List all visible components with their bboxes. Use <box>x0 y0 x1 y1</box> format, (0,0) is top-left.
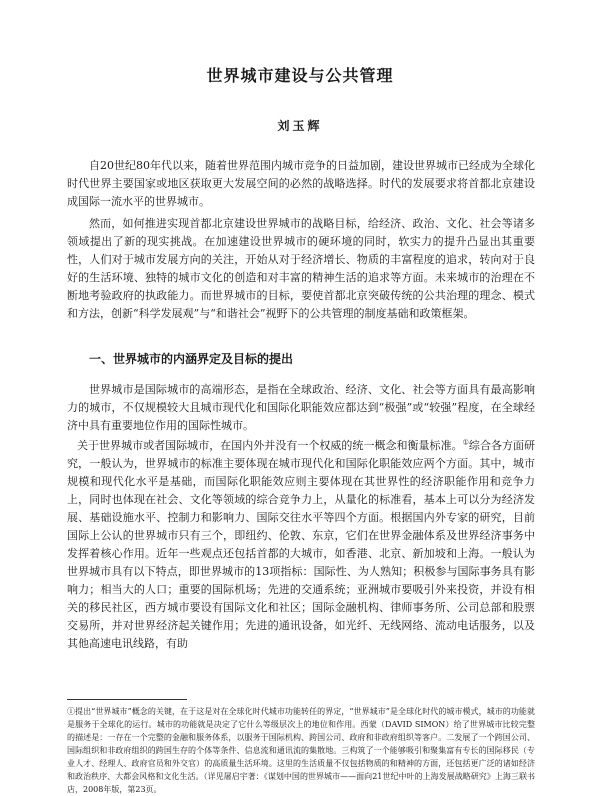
paragraph-text-after-ref: 综合各方面研究，一般认为，世界城市的标准主要体现在城市现代化和国际化职能效应两个方面。其中，城市规模和现代化水平是基础，而国际化职能效应则主要体现在其世界性的经济职能作用和竞争力上，同时也体现在社会、文化等领域的综合竞争力上，从量化的标准看，基本上可以分为经济发展、基础设施水平、控制力和影响力、国际交往水平等四个方面。根据国内外专家的研究，目前国际上公认的世界城市只有三个，即纽约、伦敦、东京，它们在世界金融体系及世界经济事务中发挥着核心作用。近年一些观点还包括首都的大城市，如香港、北京、新加坡和上海。一般认为世界城市具有以下特点，即世界城市的13项指标：国际性、为人熟知；积极参与国际事务具有影响力；相当大的人口；重要的国际机场；先进的交通系统；亚洲城市要吸引外来投资，并设有相关的移民社区，西方城市要设有国际文化和社区；国际金融机构、律师事务所、公司总部和股票交易所，并对世界经济起关键作用；先进的通讯设备，如光纤、无线网络、流动电话服务，以及其他高速电讯线路，有助 <box>67 439 536 650</box>
footnote-reference[interactable]: ① <box>462 438 469 447</box>
section-paragraph-1: 世界城市是国际城市的高端形态，是指在全球政治、经济、文化、社会等方面具有最高影响力的城市，不仅规模较大且城市现代化和国际化职能效应都达到“极强”或“较强”程度，在全球经济中具有重要地位作用的国际性城市。 <box>67 383 535 432</box>
intro-paragraph-2: 然而，如何推进实现首都北京建设世界城市的战略目标，给经济、政治、文化、社会等诸多领域提出了新的现实挑战。在加速建设世界城市的硬环境的同时，软实力的提升凸显出其重要性，人们对于城市发展方向的关注，开始从对于经济增长、物质的丰富程度的追求，转向对于良好的生活环境、独特的城市文化的创造和对丰富的精神生活的追求等方面。未来城市的治理在不断地考验政府的执政能力。而世界城市的目标，要使首都北京突破传统的公共治理的理念、模式和方法，创新“科学发展观”与“和谐社会”视野下的公共管理的制度基础和政策框架。 <box>67 217 535 320</box>
paragraph-text-before-ref: 关于世界城市或者国际城市，在国内外并没有一个权威的统一概念和衡量标准。 <box>77 439 463 452</box>
section-heading: 一、世界城市的内涵界定及目标的提出 <box>89 352 294 366</box>
author-name: 刘玉辉 <box>277 119 323 133</box>
document-title: 世界城市建设与公共管理 <box>206 66 394 85</box>
section-paragraph-2 <box>67 437 535 653</box>
footnote-divider <box>67 699 187 700</box>
footnote: ①提出“世界城市”概念的关键，在于这是对在全球化时代城市功能转任的界定，“世界城市”是全球化时代的城市模式，城市的功能就是服务于全球化的运行。城市的功能就是决定了它什么等级层次上的地位和作用。西蒙（DAVID SIMON）给了世界城市比较完整的描述是：一存在一个完整的金融和服务体系，以服务于国际机构、跨国公司、政府和非政府组织等客户。二发展了一个跨国公司、国际组织和非政府组织的跨国生存的个体等条件、信息流和通讯流的集散地。三构筑了一个能够吸引和聚集富有专长的国际移民（专业人才、经理人、政府官员和外交官）的高质量生活环境。这里的生活质量不仅包括物质的和精神的方面，还包括更广泛的诸如经济和政治秩序、大都会风格和文化生活。（详见屠启宇著：《谋划中国的世界城市——面向21世纪中叶的上海发展战略研究》上海三联书店，2008年版，第23页。 <box>67 707 535 794</box>
intro-paragraph-1: 自20世纪80年代以来，随着世界范围内城市竞争的日益加剧，建设世界城市已经成为全球化时代世界主要国家或地区获取更大发展空间的必然的战略选择。时代的发展要求将首都北京建设成国际一流水平的世界城市。 <box>67 159 535 208</box>
